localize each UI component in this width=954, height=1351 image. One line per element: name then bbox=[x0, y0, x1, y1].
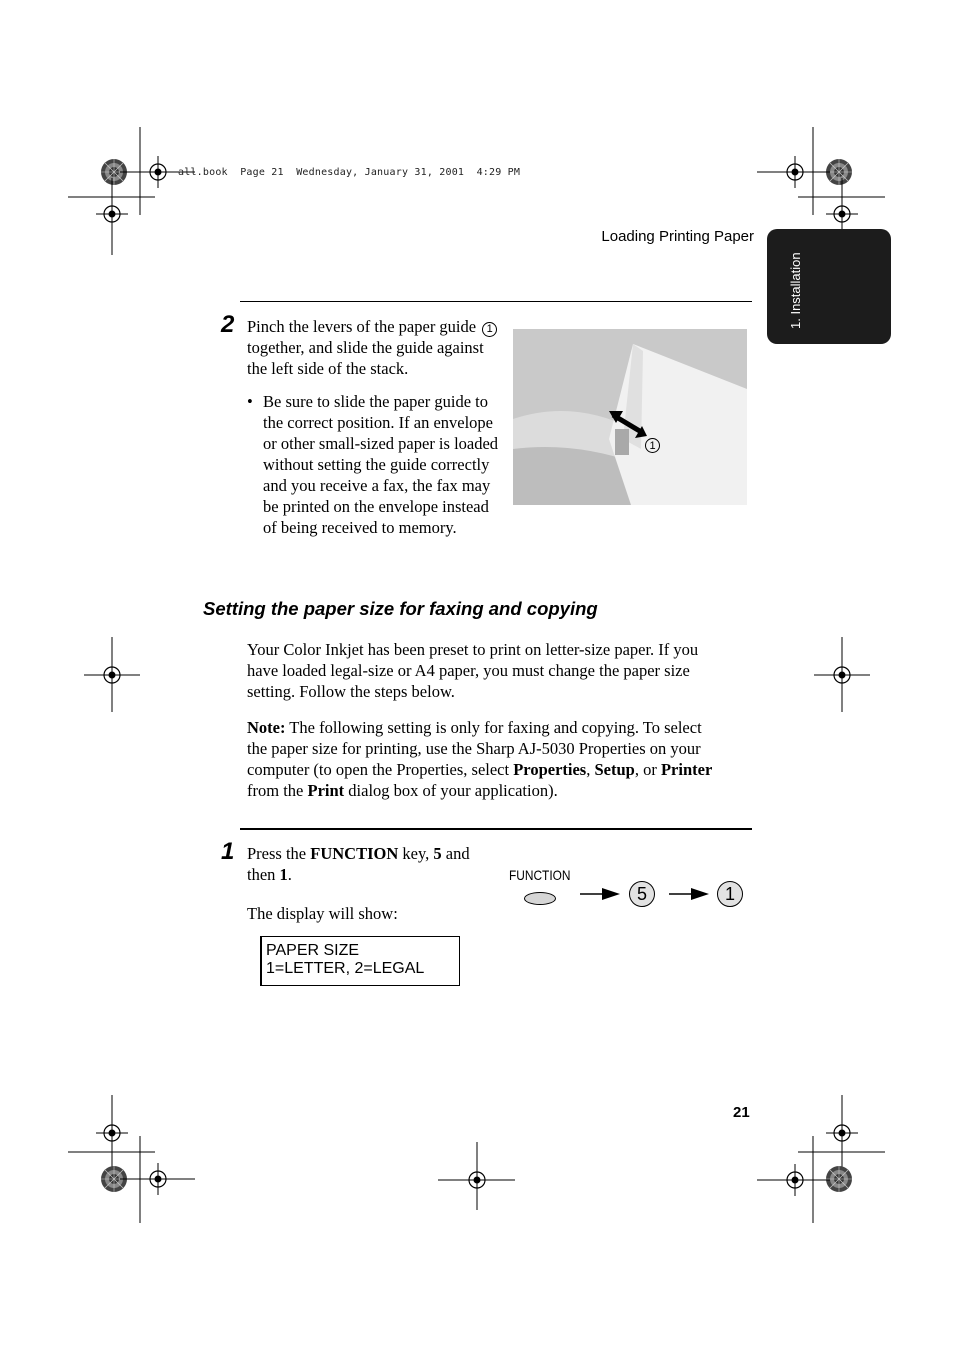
bottom-left-marks bbox=[68, 1095, 195, 1223]
bullet-line: Be sure to slide the paper guide to bbox=[263, 392, 488, 411]
arrow-icon bbox=[580, 887, 620, 901]
display-intro: The display will show: bbox=[247, 904, 398, 923]
step2-bullet bbox=[247, 391, 517, 538]
function-key-label: FUNCTION bbox=[509, 867, 571, 883]
key-1: 1 bbox=[717, 881, 743, 907]
note-line1: The following setting is only for faxing and copying. To select bbox=[285, 718, 702, 737]
step2-line1: Pinch the levers of the paper guide bbox=[247, 317, 477, 336]
step2-callout: 1 bbox=[482, 322, 497, 337]
key-5-term: 5 bbox=[433, 844, 442, 863]
top-left-marks bbox=[68, 127, 195, 255]
key-5: 5 bbox=[629, 881, 655, 907]
note-comma: , or bbox=[634, 760, 661, 779]
photo-callout: 1 bbox=[645, 438, 660, 453]
step2-line2: together, and slide the guide against bbox=[247, 338, 484, 357]
intro-line: setting. Follow the steps below. bbox=[247, 682, 455, 701]
step1-rule bbox=[240, 828, 752, 830]
printer-term: Printer bbox=[660, 760, 713, 779]
section-heading: Setting the paper size for faxing and copying bbox=[203, 598, 598, 619]
note-line3: computer (to open the Properties, select bbox=[247, 760, 514, 779]
mid-left-mark bbox=[84, 637, 140, 712]
key-1-term: 1 bbox=[279, 865, 288, 884]
bottom-center-mark bbox=[438, 1142, 515, 1210]
step2-text bbox=[247, 316, 517, 379]
bullet-line: without setting the guide correctly bbox=[263, 455, 490, 474]
paper-guide-illustration bbox=[513, 329, 747, 505]
properties-term: Properties bbox=[513, 760, 587, 779]
lcd-line2: 1=LETTER, 2=LEGAL bbox=[266, 960, 425, 977]
mid-right-mark bbox=[814, 637, 870, 712]
step1-l2-end: . bbox=[287, 865, 292, 884]
setup-term: Setup bbox=[594, 760, 635, 779]
function-term: FUNCTION bbox=[310, 844, 399, 863]
side-tab bbox=[767, 229, 891, 344]
paper-guide-photo bbox=[513, 329, 747, 505]
lcd-display bbox=[260, 936, 460, 986]
bullet-line: and you receive a fax, the fax may bbox=[263, 476, 491, 495]
note-line4-end: dialog box of your application). bbox=[344, 781, 558, 800]
intro-line: have loaded legal-size or A4 paper, you must change the paper size bbox=[247, 661, 690, 680]
note-line4: from the bbox=[247, 781, 308, 800]
note-line2: the paper size for printing, use the Sharp AJ-5030 Properties on your bbox=[247, 739, 701, 758]
bullet-line: of being received to memory. bbox=[263, 518, 457, 537]
bullet-line: be printed on the envelope instead bbox=[263, 497, 489, 516]
file-stamp: all.book Page 21 Wednesday, January 31, 2001 4:29 PM bbox=[178, 167, 521, 178]
step1-l1-mid: key, bbox=[398, 844, 434, 863]
step1-l2: then bbox=[247, 865, 280, 884]
section-intro bbox=[247, 639, 757, 702]
arrow-icon bbox=[669, 887, 709, 901]
print-term: Print bbox=[307, 781, 345, 800]
step1-l1-end: and bbox=[441, 844, 470, 863]
step1-l1: Press the bbox=[247, 844, 311, 863]
lcd-line1: PAPER SIZE bbox=[266, 942, 360, 959]
step1-text bbox=[247, 843, 507, 885]
page-number: 21 bbox=[733, 1104, 750, 1121]
step2-number: 2 bbox=[221, 311, 235, 338]
intro-line: Your Color Inkjet has been preset to print on letter-size paper. If you bbox=[247, 640, 699, 659]
step2-rule bbox=[240, 301, 752, 302]
bullet-dot: • bbox=[247, 392, 253, 411]
bottom-right-marks bbox=[757, 1095, 885, 1223]
bullet-line: the correct position. If an envelope bbox=[263, 413, 493, 432]
function-key bbox=[524, 892, 556, 905]
running-header: Loading Printing Paper bbox=[601, 228, 754, 245]
note-label: Note: bbox=[247, 718, 286, 737]
bullet-line: or other small-sized paper is loaded bbox=[263, 434, 499, 453]
note-paragraph bbox=[247, 717, 757, 801]
step2-line3: the left side of the stack. bbox=[247, 359, 409, 378]
note-comma: , bbox=[586, 760, 595, 779]
side-tab-label: 1. Installation bbox=[788, 252, 803, 329]
step1-number: 1 bbox=[221, 838, 235, 865]
